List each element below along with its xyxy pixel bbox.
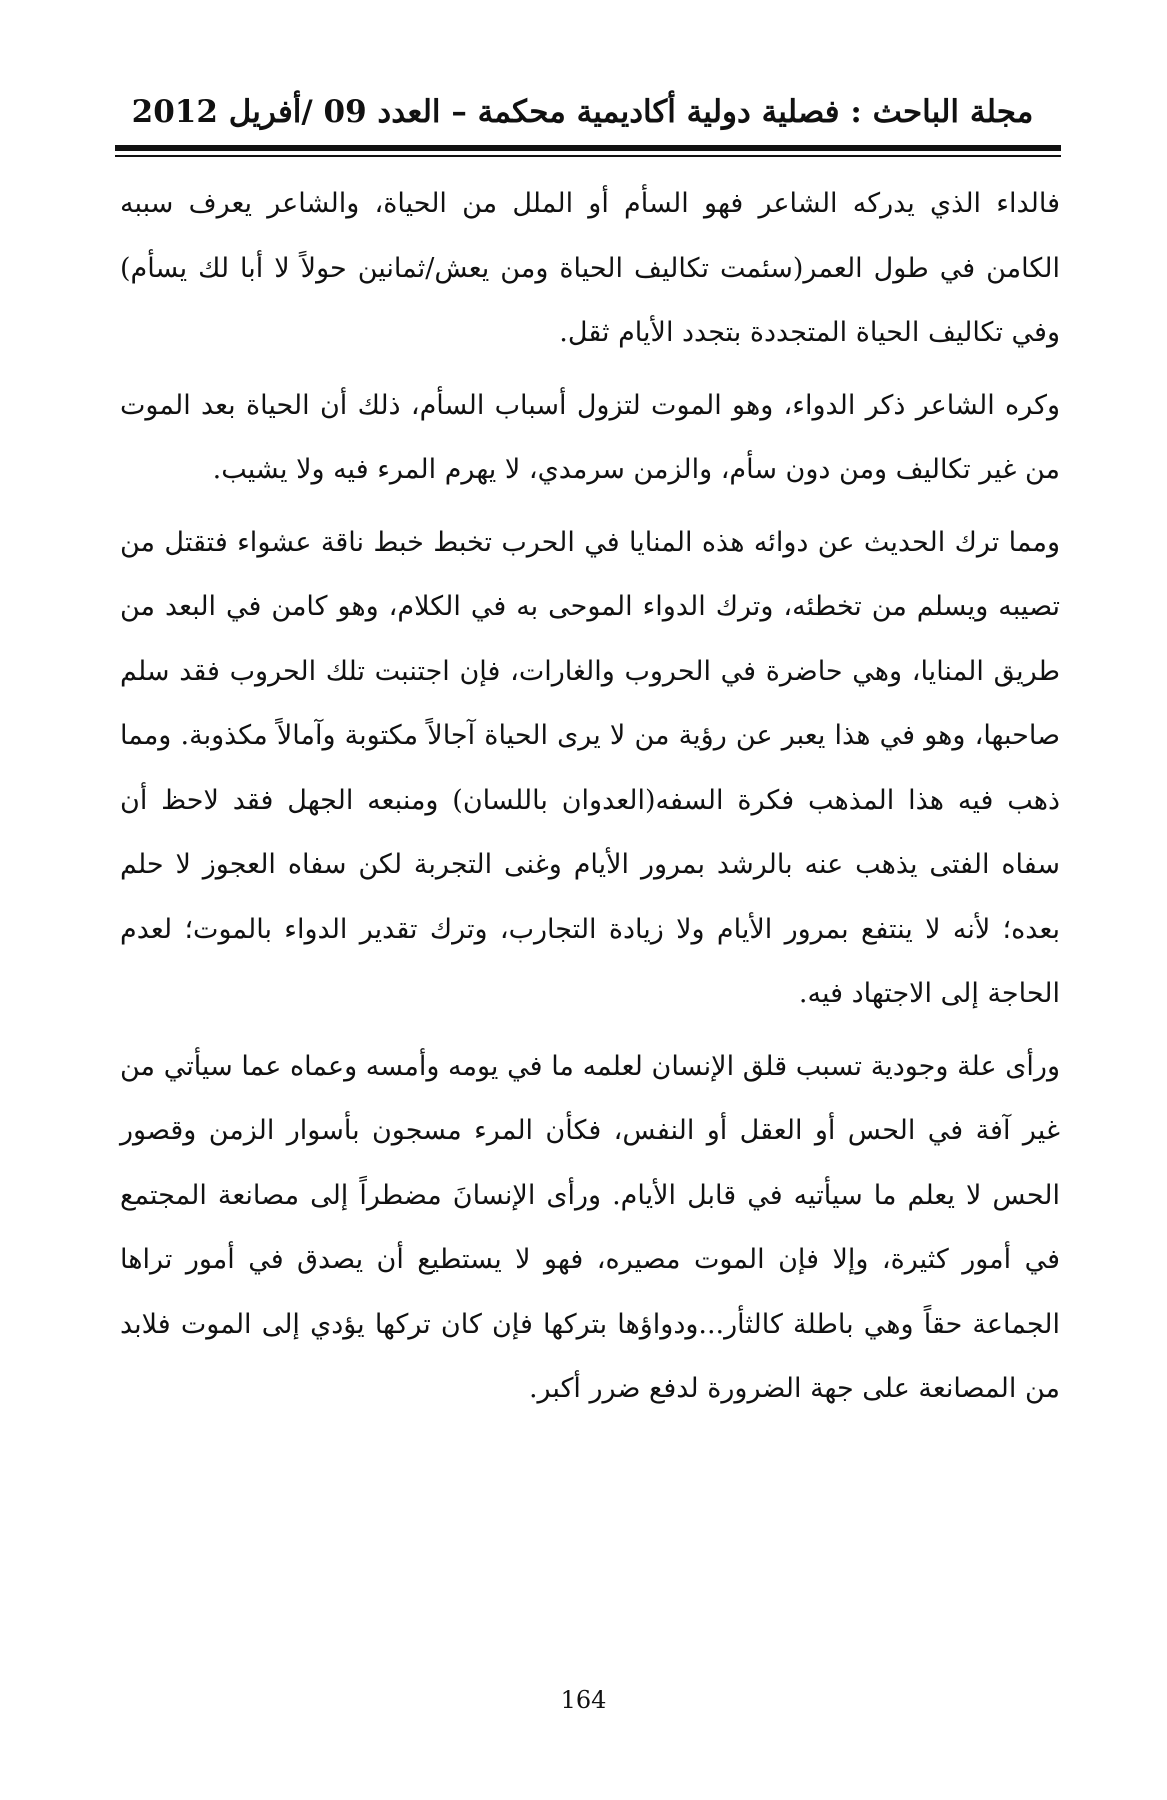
paragraph-2: وكره الشاعر ذكر الدواء، وهو الموت لتزول أسباب السأم، ذلك أن الحياة بعد الموت من غير تكاليف ومن دون سأم، والزمن سرمدي، لا يهرم المرء فيه ولا يشيب. xyxy=(120,389,1060,485)
paragraph-4: ورأى علة وجودية تسبب قلق الإنسان لعلمه ما في يومه وأمسه وعماه عما سيأتي من غير آفة في الحس أو العقل أو النفس، فكأن المرء مسجون بأسوار الزمن وقصور الحس لا يعلم ما سيأتيه في قابل الأيام. ورأى الإنسانَ مضطراً إلى مصانعة المجتمع في أمور كثيرة، وإلا فإن الموت مصيره، فهو لا يستطيع أن يصدق في أمور تراها الجماعة حقاً وهي باطلة كالثأر...ودواؤها بتركها فإن كان تركها يؤدي إلى الموت فلابد من المصانعة على جهة الضرورة لدفع ضرر أكبر. xyxy=(120,1050,1060,1404)
page-number: 164 xyxy=(560,1686,607,1714)
header-rule-thin xyxy=(115,155,1061,157)
journal-header: مجلة الباحث : فصلية دولية أكاديمية محكمة – العدد 09 /أفريل 2012 xyxy=(131,94,1034,130)
paragraph-1: فالداء الذي يدركه الشاعر فهو السأم أو الملل من الحياة، والشاعر يعرف سببه الكامن في طول العمر(سئمت تكاليف الحياة ومن يعش/ثمانين حولاً لا أبا لك يسأم) وفي تكاليف الحياة المتجددة بتجدد الأيام ثقل. xyxy=(120,188,1060,348)
paragraph-3: ومما ترك الحديث عن دوائه هذه المنايا في الحرب تخبط خبط ناقة عشواء فتقتل من تصيبه ويسلم من تخطئه، وترك الدواء الموحى به في الكلام، وهو كامن في البعد من طريق المنايا، وهي حاضرة في الحروب والغارات، فإن اجتنبت تلك الحروب فقد سلم صاحبها، وهو في هذا يعبر عن رؤية من لا يرى الحياة آجالاً مكتوبة وآمالاً مكذوبة. ومما ذهب فيه هذا المذهب فكرة السفه(العدوان باللسان) ومنبعه الجهل فقد لاحظ أن سفاه الفتى يذهب عنه بالرشد بمرور الأيام وغنى التجربة لكن سفاه العجوز لا حلم بعده؛ لأنه لا ينتفع بمرور الأيام ولا زيادة التجارب، وترك تقدير الدواء بالموت؛ لعدم الحاجة إلى الاجتهاد فيه. xyxy=(120,526,1060,1009)
header-rule-thick xyxy=(115,145,1061,151)
article-body xyxy=(120,172,1060,1430)
